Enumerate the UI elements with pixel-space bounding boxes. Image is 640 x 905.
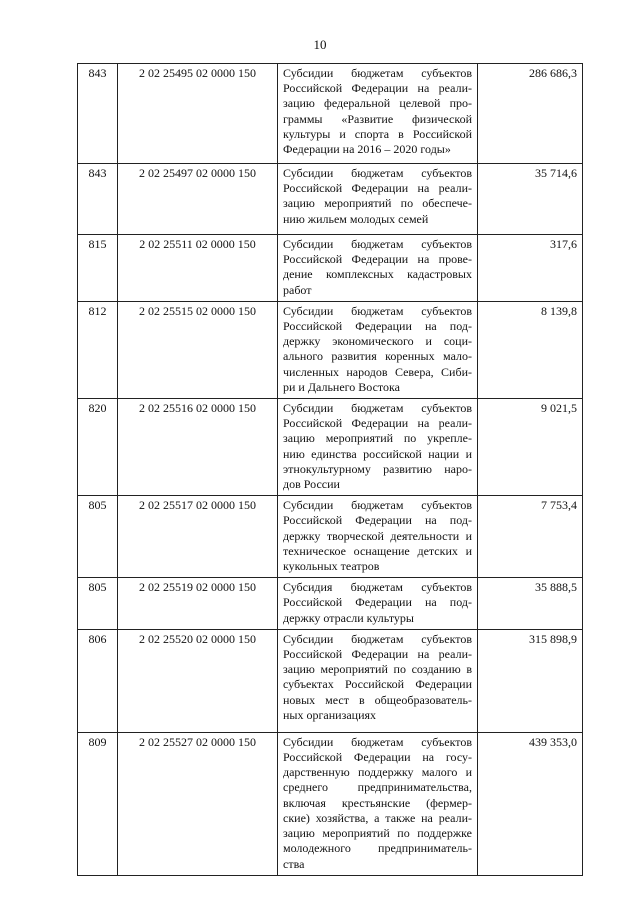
admin-code-cell: 812 — [78, 301, 118, 398]
income-name-line: культуры и спорта в Российской — [283, 126, 472, 141]
page-number: 10 — [313, 37, 327, 52]
admin-code-cell: 843 — [78, 164, 118, 235]
table-row — [78, 301, 583, 398]
table-row — [78, 629, 583, 732]
income-name-cell — [278, 301, 478, 398]
income-name-line: включая крестьянские (фермер- — [283, 795, 472, 810]
income-name-line: дение комплексных кадастровых — [283, 267, 472, 282]
income-name-line: Субсидии бюджетам субъектов — [283, 631, 472, 646]
income-name-line: зацию мероприятий по укрепле- — [283, 431, 472, 446]
income-name-line: Субсидии бюджетам субъектов — [283, 166, 472, 180]
income-name-line: держку экономического и соци- — [283, 334, 472, 349]
income-name-line: новых мест в общеобразователь- — [283, 692, 472, 707]
income-name-cell — [278, 629, 478, 732]
budget-code-cell: 2 02 25516 02 0000 150 — [118, 399, 278, 496]
income-name-line: Российской Федерации на под- — [283, 319, 472, 334]
budget-code-cell: 2 02 25527 02 0000 150 — [118, 732, 278, 875]
income-name-line: Федерации на 2016 – 2020 годы» — [283, 142, 451, 157]
amount-cell: 35 714,6 — [478, 164, 583, 235]
income-name-line: Российской Федерации на госу- — [283, 750, 472, 765]
income-name-line: дов России — [283, 477, 340, 492]
income-name-line: нию жильем молодых семей — [283, 211, 429, 226]
admin-code-cell: 809 — [78, 732, 118, 875]
amount-cell: 9 021,5 — [478, 399, 583, 496]
admin-code-cell: 805 — [78, 496, 118, 578]
budget-code-cell: 2 02 25515 02 0000 150 — [118, 301, 278, 398]
income-name-line: субъектах Российской Федерации — [283, 677, 472, 692]
income-name-line: зацию мероприятий по обеспече- — [283, 196, 472, 211]
income-name-cell — [278, 164, 478, 235]
income-name-line: зацию мероприятий по поддержке — [283, 826, 472, 841]
income-name-line: дарственную поддержку малого и — [283, 765, 472, 780]
admin-code-cell: 820 — [78, 399, 118, 496]
income-name-line: Российской Федерации на реали- — [283, 181, 472, 196]
income-name-line: Российской Федерации на под- — [283, 513, 472, 528]
budget-code-cell: 2 02 25497 02 0000 150 — [118, 164, 278, 235]
income-name-line: Субсидии бюджетам субъектов — [283, 498, 472, 513]
income-name-line: Субсидии бюджетам субъектов — [283, 734, 472, 749]
income-name-cell — [278, 399, 478, 496]
amount-cell: 8 139,8 — [478, 301, 583, 398]
income-name-line: Российской Федерации на реали- — [283, 81, 472, 96]
table-body — [78, 64, 583, 876]
income-name-line: ства — [283, 856, 305, 871]
income-name-line: ри и Дальнего Востока — [283, 379, 400, 394]
income-name-line: Российской Федерации на реали- — [283, 647, 472, 662]
amount-cell: 286 686,3 — [478, 64, 583, 164]
income-name-line: зацию федеральной целевой про- — [283, 96, 472, 111]
income-name-line: Субсидии бюджетам субъектов — [283, 303, 472, 318]
budget-code-cell: 2 02 25511 02 0000 150 — [118, 235, 278, 302]
income-name-line: Субсидии бюджетам субъектов — [283, 237, 472, 251]
admin-code-cell: 815 — [78, 235, 118, 302]
table-row — [78, 164, 583, 235]
amount-cell: 315 898,9 — [478, 629, 583, 732]
amount-cell: 35 888,5 — [478, 578, 583, 630]
budget-table — [77, 63, 583, 876]
income-name-line: держку творческой деятельности и — [283, 528, 472, 543]
table-row — [78, 235, 583, 302]
budget-code-cell: 2 02 25520 02 0000 150 — [118, 629, 278, 732]
amount-cell: 7 753,4 — [478, 496, 583, 578]
income-name-cell — [278, 235, 478, 302]
table-row — [78, 732, 583, 875]
amount-cell: 317,6 — [478, 235, 583, 302]
income-name-line: нию единства российской нации и — [283, 446, 472, 461]
budget-code-cell: 2 02 25517 02 0000 150 — [118, 496, 278, 578]
amount-cell: 439 353,0 — [478, 732, 583, 875]
table-row — [78, 578, 583, 630]
income-name-cell — [278, 732, 478, 875]
income-name-line: численных народов Севера, Сиби- — [283, 364, 472, 379]
income-name-line: этнокультурному развитию наро- — [283, 461, 472, 476]
income-name-line: кукольных театров — [283, 559, 380, 574]
income-name-cell — [278, 496, 478, 578]
income-name-line: Российской Федерации на реали- — [283, 416, 472, 431]
income-name-line: Российской Федерации на под- — [283, 595, 472, 610]
admin-code-cell: 806 — [78, 629, 118, 732]
income-name-line: ных организациях — [283, 707, 377, 722]
income-name-line: среднего предпринимательства, — [283, 780, 472, 795]
admin-code-cell: 843 — [78, 64, 118, 164]
income-name-line: Субсидия бюджетам субъектов — [283, 580, 472, 595]
income-name-cell — [278, 578, 478, 630]
budget-code-cell: 2 02 25519 02 0000 150 — [118, 578, 278, 630]
income-name-line: зацию мероприятий по созданию в — [283, 662, 472, 677]
table-row — [78, 399, 583, 496]
income-name-cell — [278, 64, 478, 164]
income-name-line: Российской Федерации на прове- — [283, 252, 472, 267]
income-name-line: работ — [283, 282, 312, 297]
income-name-line: Субсидии бюджетам субъектов — [283, 401, 472, 416]
income-name-line: держку отрасли культуры — [283, 610, 414, 625]
income-name-line: молодежного предприниматель- — [283, 841, 472, 856]
admin-code-cell: 805 — [78, 578, 118, 630]
income-name-line: техническое оснащение детских и — [283, 543, 472, 558]
income-name-line: граммы «Развитие физической — [283, 111, 472, 126]
table-row — [78, 64, 583, 164]
income-name-line: ального развития коренных мало- — [283, 349, 472, 364]
income-name-line: ские) хозяйства, а также на реали- — [283, 810, 472, 825]
budget-code-cell: 2 02 25495 02 0000 150 — [118, 64, 278, 164]
table-row — [78, 496, 583, 578]
income-name-line: Субсидии бюджетам субъектов — [283, 66, 472, 80]
